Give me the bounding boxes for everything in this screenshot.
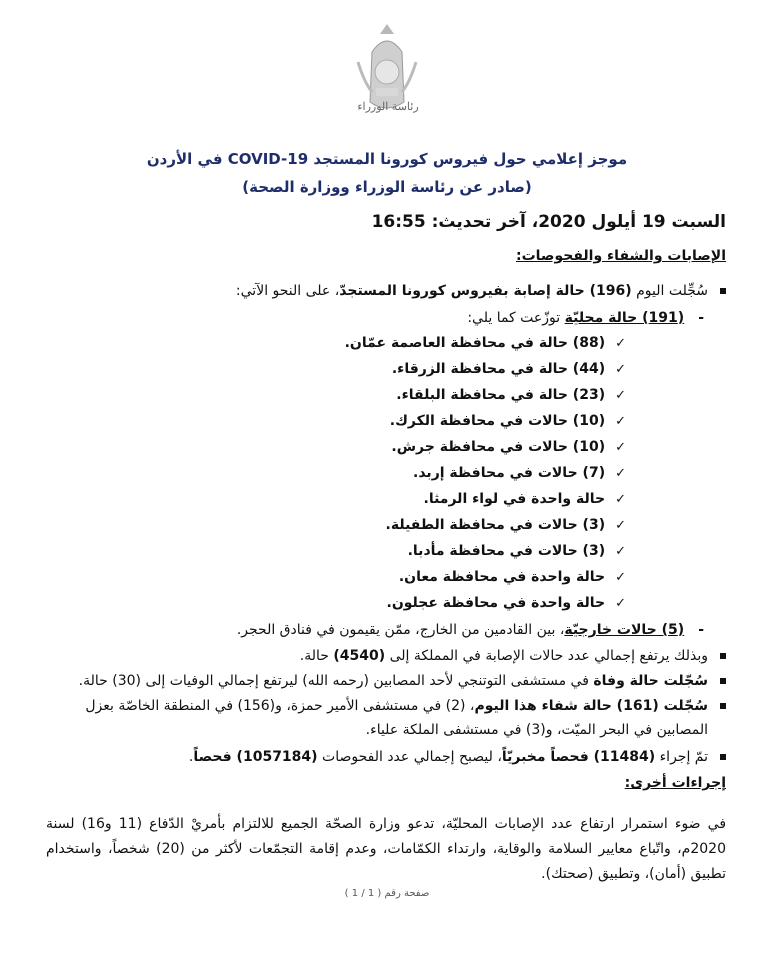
checkmark-icon: ✓ (615, 336, 626, 351)
checkmark-icon: ✓ (615, 362, 626, 377)
square-bullet-icon (720, 703, 726, 709)
checkmark-icon: ✓ (615, 570, 626, 585)
checkmark-icon: ✓ (615, 518, 626, 533)
external-cases-line: -(5) حالات خارجيّة، بين القادمين من الخارج، ممّن يقيمون في فنادق الحجر. (236, 622, 704, 638)
square-bullet-icon (720, 678, 726, 684)
bullet-recovery: سُجّلت (161) حالة شفاء هذا اليوم، (2) في مستشفى الأمير حمزة، و(156) في المنطقة الخاصّة بعزل (85, 698, 726, 714)
local-case-item: ✓(44) حالة في محافظة الزرقاء. (391, 361, 626, 377)
measures-paragraph: في ضوء استمرار ارتفاع عدد الإصابات المحليّة، تدعو وزارة الصحّة الجميع للالتزام بأمريْ الدّفاع (11 و16) لسنة 2020م، واتّباع معايير السلامة والوقاية، وارتداء الكمّامات، وعدم إقامة التجمّعات لأكثر من (20) شخصاً، واستخدام تطبيق (أمان)، وتطبيق (صحتك). (46, 816, 727, 882)
local-case-item: ✓(7) حالات في محافظة إربد. (413, 465, 626, 481)
local-case-item: ✓حالة واحدة في محافظة عجلون. (386, 595, 626, 611)
bullet-tests: تمّ إجراء (11484) فحصاً مخبريّاً، ليصبح إجمالي عدد الفحوصات (1057184) فحصاً. (189, 749, 726, 765)
local-case-item: ✓(88) حالة في محافظة العاصمة عمّان. (344, 335, 626, 351)
local-case-item: ✓(3) حالات في محافظة الطفيلة. (385, 517, 626, 533)
dash-bullet-icon: - (698, 622, 704, 638)
document-subtitle: (صادر عن رئاسة الوزراء ووزارة الصحة) (242, 178, 532, 196)
local-case-item: ✓حالة واحدة في لواء الرمثا. (423, 491, 626, 507)
square-bullet-icon (720, 754, 726, 760)
recovery-line-2: المصابين في البحر الميّت، و(3) في مستشفى الملكة علياء. (365, 722, 708, 738)
dash-bullet-icon: - (698, 310, 704, 326)
checkmark-icon: ✓ (615, 440, 626, 455)
bullet-total: وبذلك يرتفع إجمالي عدد حالات الإصابة في المملكة إلى (4540) حالة. (300, 648, 726, 664)
local-case-item: ✓(23) حالة في محافظة البلقاء. (396, 387, 626, 403)
date-line: السبت 19 أيلول 2020، آخر تحديث: 16:55 (371, 212, 726, 232)
local-case-item: ✓حالة واحدة في محافظة معان. (398, 569, 626, 585)
section-heading-cases: الإصابات والشفاء والفحوصات: (516, 248, 726, 264)
local-cases-line: -(191) حالة محليّة توزّعت كما يلي: (467, 310, 704, 326)
document-title: موجز إعلامي حول فيروس كورونا المستجد COVID-19 في الأردن (146, 150, 628, 168)
local-case-item: ✓(10) حالات في محافظة الكرك. (389, 413, 626, 429)
square-bullet-icon (720, 288, 726, 294)
local-case-item: ✓(3) حالات في محافظة مأدبا. (407, 543, 626, 559)
checkmark-icon: ✓ (615, 466, 626, 481)
bullet-intro: سُجِّلت اليوم (196) حالة إصابة بفيروس كورونا المستجدّ، على النحو الآتي: (236, 283, 726, 299)
checkmark-icon: ✓ (615, 544, 626, 559)
square-bullet-icon (720, 653, 726, 659)
local-case-item: ✓(10) حالات في محافظة جرش. (391, 439, 626, 455)
checkmark-icon: ✓ (615, 414, 626, 429)
checkmark-icon: ✓ (615, 388, 626, 403)
page-number: صفحة رقم ( 1 / 1 ) (344, 888, 430, 899)
checkmark-icon: ✓ (615, 596, 626, 611)
section-heading-measures: إجراءات أخرى: (624, 775, 726, 791)
crest-caption: رئاسة الوزراء (357, 100, 419, 113)
bullet-death: سُجّلت حالة وفاة في مستشفى التوتنجي لأحد المصابين (رحمه الله) ليرتفع إجمالي الوفيات إلى (30) حالة. (79, 673, 726, 689)
checkmark-icon: ✓ (615, 492, 626, 507)
